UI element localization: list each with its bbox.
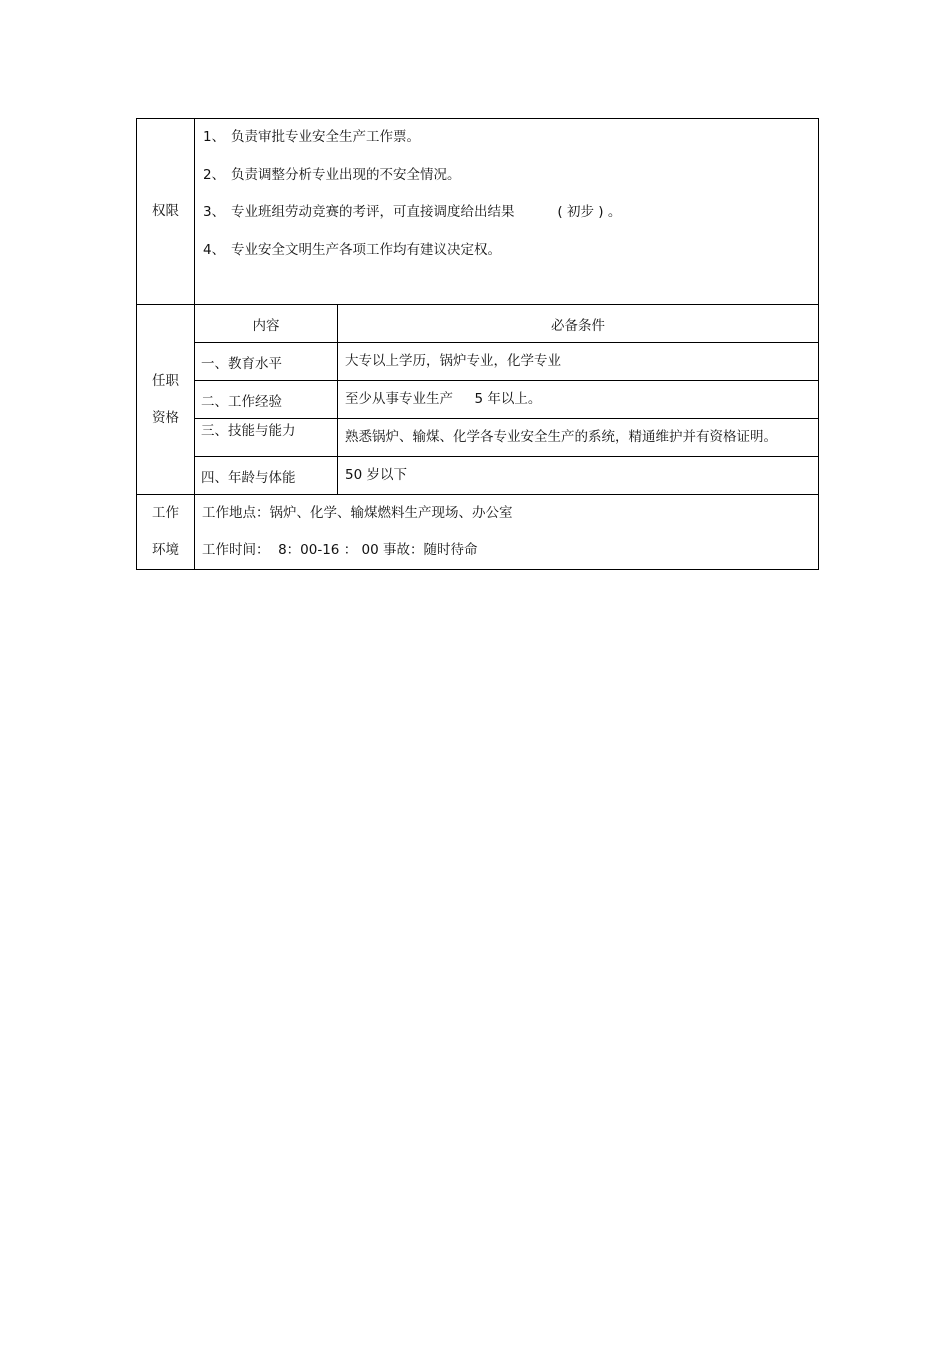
environment-label-line: 环境: [152, 542, 179, 558]
authority-list: [195, 119, 819, 305]
qualification-item: 三、技能与能力: [195, 419, 338, 457]
environment-details: [195, 495, 819, 570]
authority-item-text: 负责审批专业安全生产工作票。: [231, 129, 420, 145]
work-location: 工作地点：锅炉、化学、输煤燃料生产现场、办公室: [202, 505, 513, 521]
authority-item-number: 4、: [203, 241, 226, 258]
authority-item-text: 负责调整分析专业出现的不安全情况。: [231, 166, 461, 183]
qualification-row: [137, 457, 819, 495]
qualification-requirement: 熟悉锅炉、输煤、化学各专业安全生产的系统，精通维护并有资格证明。: [338, 419, 819, 457]
authority-item: [203, 194, 818, 232]
environment-row: [137, 495, 819, 570]
qualification-label: [137, 305, 195, 495]
qualification-row: [137, 419, 819, 457]
authority-item-number: 2、: [203, 166, 226, 183]
authority-row: [137, 119, 819, 305]
header-content: 内容: [195, 305, 338, 343]
authority-item: [203, 157, 818, 195]
header-requirement: 必备条件: [338, 305, 819, 343]
authority-item-text: 专业安全文明生产各项工作均有建议决定权。: [231, 241, 501, 258]
authority-item-number: 1、: [203, 129, 226, 145]
authority-item: [203, 119, 818, 157]
qualification-item: 二、工作经验: [195, 381, 338, 419]
authority-item-text: 专业班组劳动竞赛的考评，可直接调度给出结果 ( 初步 ) 。: [231, 204, 622, 220]
qualification-row: [137, 343, 819, 381]
qualification-row: [137, 381, 819, 419]
qualification-item: 一、教育水平: [195, 343, 338, 381]
qualification-label-line: 资格: [152, 409, 179, 426]
environment-label-line: 工作: [152, 505, 179, 521]
qualification-requirement: 大专以上学历，锅炉专业，化学专业: [338, 343, 819, 381]
authority-item-number: 3、: [203, 204, 226, 220]
work-hours: 工作时间： 8：00-16 ： 00 事故：随时待命: [202, 542, 478, 558]
qualification-item: 四、年龄与体能: [195, 457, 338, 495]
authority-item: [203, 232, 818, 270]
job-description-table: [136, 118, 819, 570]
qualification-label-line: 任职: [152, 372, 179, 389]
authority-label: 权限: [137, 119, 195, 305]
environment-label: [137, 495, 195, 570]
qualification-header-row: [137, 305, 819, 343]
job-description-sheet: [136, 118, 818, 570]
qualification-requirement: 至少从事专业生产 5 年以上。: [338, 381, 819, 419]
qualification-requirement: 50 岁以下: [338, 457, 819, 495]
